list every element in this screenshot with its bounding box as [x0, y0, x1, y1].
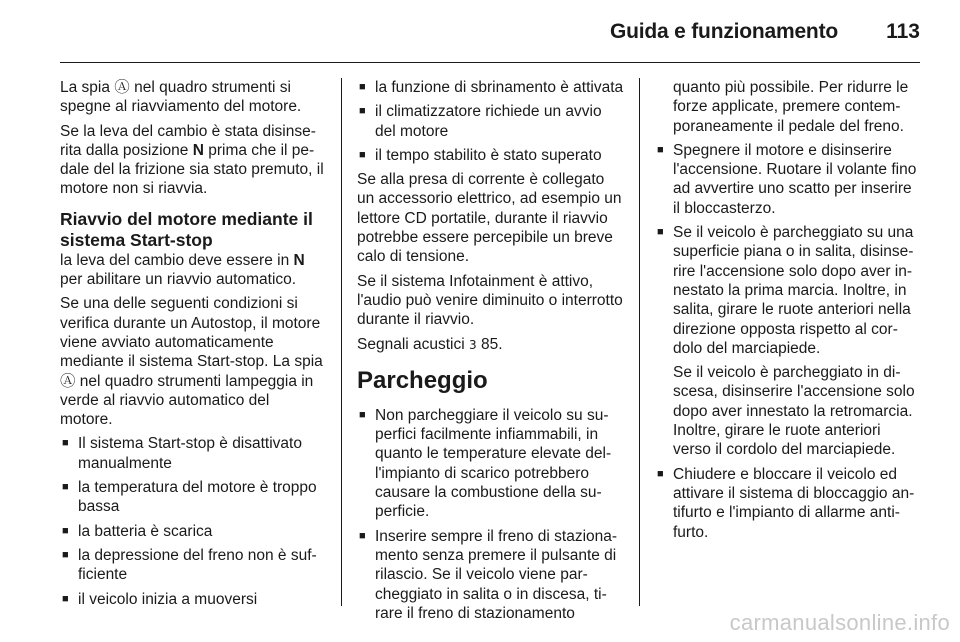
list-item-text: la batteria è scarica [78, 522, 213, 540]
condition-list-continued [357, 78, 625, 165]
list-item-text: Il sistema Start-stop è disattivato manualmente [78, 435, 302, 472]
page-number: 113 [886, 20, 920, 43]
list-item [60, 546, 326, 585]
list-item [357, 146, 625, 165]
bullet-icon: ■ [62, 548, 69, 561]
header-title: Guida e funzionamento [610, 20, 838, 43]
bullet-icon: ■ [657, 143, 664, 156]
bullet-icon: ■ [62, 437, 69, 450]
list-item-text: la temperatura del motore è troppo bassa [78, 479, 317, 516]
column-3 [655, 78, 920, 547]
paragraph: Se una delle seguenti condizioni si verifica durante un Autostop, il motore viene avviato automaticamente mediante il sistema Start-stop. La spia Ⓐ nel quadro strumenti lampeggia in verde al riavvio automatico del motore. [60, 295, 323, 429]
gear-position-n: N [293, 251, 305, 269]
list-item [60, 522, 326, 541]
list-item [357, 406, 625, 522]
list-item-text: Spegnere il motore e disinserire l'accensione. Ruotare il volante fino ad avvertire uno scatto per inserire il bloccasterzo. [673, 141, 917, 217]
list-item [655, 223, 920, 460]
column-divider-2 [639, 78, 640, 606]
text-run: Se la leva del cambio è stata disinserita dalla posizione [60, 122, 316, 159]
page-reference-link[interactable]: 85. [480, 335, 503, 353]
column-1 [60, 78, 326, 614]
bullet-icon: ■ [359, 105, 366, 118]
list-item-text: Non parcheggiare il veicolo su superfici facilmente infiammabili, in quanto le temperature elevate dell'impianto di scarico potrebbero causare la combustione della superficie. [375, 406, 612, 521]
column-2 [357, 78, 625, 628]
list-item [357, 102, 625, 141]
list-item-text: Chiudere e bloccare il veicolo ed attivare il sistema di bloccaggio antifurto e l'impianto di allarme antifurto. [673, 465, 915, 541]
list-item [655, 465, 920, 542]
bullet-icon: ■ [359, 81, 366, 93]
list-item [60, 478, 326, 517]
list-item [60, 590, 326, 609]
paragraph [357, 335, 625, 355]
paragraph [60, 122, 326, 199]
list-item-text: la funzione di sbrinamento è attivata [375, 79, 624, 96]
list-item [655, 141, 920, 218]
list-item [357, 78, 625, 97]
parking-list [357, 406, 625, 623]
parking-list-continued [655, 141, 920, 542]
header-rule [60, 62, 920, 63]
section-heading: Parcheggio [357, 366, 488, 394]
list-item-text: il veicolo inizia a muoversi [78, 590, 258, 608]
bullet-icon: ■ [657, 226, 664, 239]
paragraph: Se il sistema Infotainment è attivo, l'audio può venire diminuito o interrotto durante il riavvio. [357, 272, 623, 329]
bullet-icon: ■ [359, 408, 366, 421]
gear-position-n: N [192, 141, 204, 159]
list-item-continuation: quanto più possibile. Per ridurre le forze applicate, premere contemporaneamente il pedale del freno. [673, 79, 909, 135]
list-item [60, 434, 326, 473]
list-item-continuation: Se il veicolo è parcheggiato in discesa, disinserire l'accensione solo dopo aver innestato la retromarcia. Inoltre, girare le ruote anteriori verso il cordolo del marciapiede. [673, 364, 915, 459]
bullet-icon: ■ [62, 481, 69, 494]
subsection-heading: Riavvio del motore mediante il sistema Start-stop [60, 208, 313, 250]
paragraph [60, 251, 326, 290]
list-item-text: la depressione del freno non è sufficiente [78, 546, 317, 584]
column-divider-1 [341, 78, 342, 606]
list-item-text: il climatizzatore richiede un avvio del motore [375, 103, 602, 140]
condition-list [60, 434, 326, 608]
text-run: prima che il pedale del la frizione sia stato premuto, il motore non si riavvia. [60, 141, 324, 198]
text-run: la leva del cambio deve essere in [60, 251, 294, 269]
paragraph: Se alla presa di corrente è collegato un accessorio elettrico, ad esempio un lettore CD portatile, durante il riavvio potrebbe essere percepibile un breve calo di tensione. [357, 171, 622, 266]
text-run: Segnali acustici [357, 335, 465, 353]
list-item [357, 527, 625, 623]
bullet-icon: ■ [62, 592, 69, 605]
list-item-text: Se il veicolo è parcheggiato su una superficie piana o in salita, disinserire l'accensione solo dopo aver innestato la prima marcia. Inoltre, in salita, girare le ruote anteriori nella direzione opposta rispetto al cordolo del marciapiede. [673, 224, 914, 357]
list-item-text: Inserire sempre il freno di stazionamento senza premere il pulsante di rilascio. Se il veicolo viene parcheggiato in salita o in discesa, tirare il freno di stazionamento [375, 527, 618, 622]
bullet-icon: ■ [62, 524, 69, 537]
bullet-icon: ■ [359, 529, 366, 542]
paragraph: La spia Ⓐ nel quadro strumenti si spegne al riavviamento del motore. [60, 79, 302, 116]
list-item-text: il tempo stabilito è stato superato [375, 146, 602, 164]
bullet-icon: ■ [657, 467, 664, 480]
page-reference-icon[interactable]: 3 [469, 337, 477, 352]
bullet-icon: ■ [359, 148, 366, 161]
page-header [0, 0, 960, 64]
watermark: carmanualsonline.info [729, 610, 950, 635]
text-run: per abilitare un riavvio automatico. [60, 271, 297, 289]
